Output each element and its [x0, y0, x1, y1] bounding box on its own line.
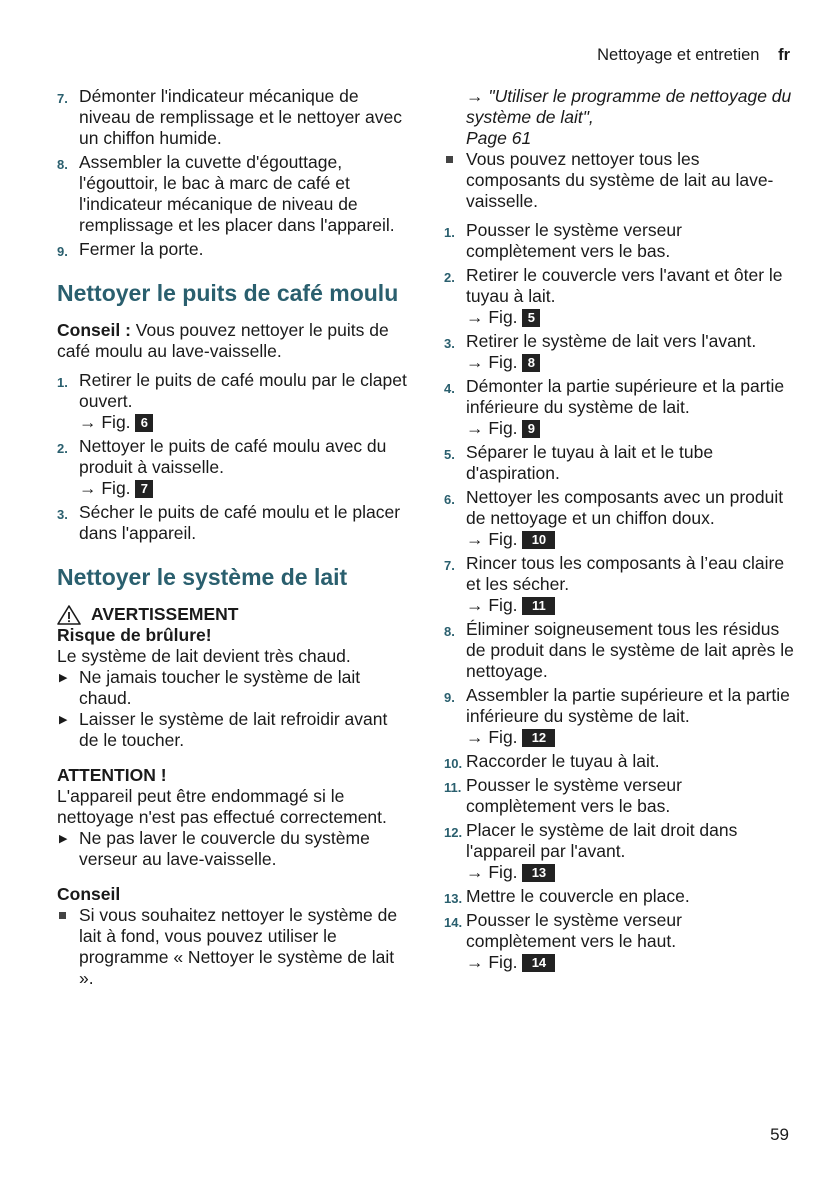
- heading-lait: Nettoyer le système de lait: [57, 564, 348, 590]
- step-number: 10.: [444, 756, 463, 771]
- item-text: Ne jamais toucher le système de lait chaud.: [79, 667, 361, 708]
- step-number: 8.: [444, 624, 455, 639]
- item-text: Laisser le système de lait refroidir avant de le toucher.: [79, 709, 388, 750]
- step-text: Sécher le puits de café moulu et le placer dans l'appareil.: [79, 502, 401, 543]
- conseil-text: Vous pouvez nettoyer le puits de café moulu au lave-vaisselle.: [57, 320, 389, 361]
- list-item: [57, 905, 407, 989]
- figure-reference: [79, 412, 407, 433]
- ref-label: → Fig.: [79, 412, 131, 432]
- item-text: Vous pouvez nettoyer tous les composants du système de lait au lave-vaisselle.: [466, 149, 774, 211]
- attention-text: L'appareil peut être endommagé si le nettoyage n'est pas effectué correctement.: [57, 786, 387, 827]
- warning-text: Le système de lait devient très chaud.: [57, 646, 351, 666]
- list-item: [444, 775, 794, 817]
- figure-badge: 8: [522, 354, 540, 372]
- list-item: [444, 149, 794, 212]
- attention-list: [57, 828, 407, 870]
- steps-puits-list: [57, 370, 407, 544]
- step-number: 4.: [444, 381, 455, 396]
- page-header: [597, 46, 790, 65]
- list-item: [444, 220, 794, 262]
- step-text: Assembler la cuvette d'égouttage, l'égouttoir, le bac à marc de café et l'indicateur mécanique de niveau de remplissage et les placer dans l'appareil.: [79, 152, 395, 235]
- step-text: Pousser le système verseur complètement vers le bas.: [466, 220, 682, 261]
- warning-list: [57, 667, 407, 751]
- list-item: [444, 820, 794, 883]
- conseil2-list: [57, 905, 407, 989]
- list-item: [444, 331, 794, 373]
- warning-title: [57, 604, 407, 625]
- ref-label: → Fig.: [466, 352, 518, 372]
- step-number: 6.: [444, 492, 455, 507]
- triangle-bullet-icon: ▶: [59, 833, 68, 845]
- list-item: [57, 436, 407, 499]
- list-item: [444, 910, 794, 973]
- step-number: 2.: [444, 270, 455, 285]
- step-number: 9.: [444, 690, 455, 705]
- step-text: Raccorder le tuyau à lait.: [466, 751, 660, 771]
- figure-reference: [466, 727, 794, 748]
- right-column: [444, 86, 794, 976]
- list-item: [444, 442, 794, 484]
- warning-risk: Risque de brûlure!: [57, 625, 212, 645]
- warning-icon: [57, 605, 81, 625]
- item-text: Si vous souhaitez nettoyer le système de lait à fond, vous pouvez utiliser le programme « Nettoyer le système de lait ».: [79, 905, 398, 988]
- conseil2-title: Conseil: [57, 884, 121, 904]
- list-item: [444, 376, 794, 439]
- list-item: [444, 886, 794, 907]
- figure-reference: [466, 862, 794, 883]
- continued-page: Page 61: [466, 128, 532, 148]
- square-bullet-icon: [59, 912, 66, 919]
- step-text: Placer le système de lait droit dans l'appareil par l'avant.: [466, 820, 738, 861]
- step-text: Retirer le puits de café moulu par le clapet ouvert.: [79, 370, 407, 411]
- step-number: 13.: [444, 891, 463, 906]
- page-number: 59: [770, 1125, 789, 1144]
- ref-label: → Fig.: [466, 595, 518, 615]
- warning-label: AVERTISSEMENT: [91, 604, 239, 624]
- step-number: 5.: [444, 447, 455, 462]
- ref-label: → Fig.: [466, 727, 518, 747]
- step-text: Mettre le couvercle en place.: [466, 886, 690, 906]
- ref-label: → Fig.: [466, 418, 518, 438]
- figure-badge: 14: [522, 954, 555, 972]
- figure-badge: 10: [522, 531, 555, 549]
- figure-reference: [466, 307, 794, 328]
- step-text: Démonter l'indicateur mécanique de niveau de remplissage et le nettoyer avec un chiffon humide.: [79, 86, 402, 148]
- figure-reference: [79, 478, 407, 499]
- list-item: [444, 487, 794, 550]
- continued-reference: → "Utiliser le programme de nettoyage du système de lait",: [466, 86, 792, 127]
- step-text: Démonter la partie supérieure et la partie inférieure du système de lait.: [466, 376, 785, 417]
- conseil-paragraph: [57, 320, 407, 362]
- step-number: 1.: [57, 375, 68, 390]
- step-number: 2.: [57, 441, 68, 456]
- step-text: Fermer la porte.: [79, 239, 204, 259]
- step-text: Éliminer soigneusement tous les résidus de produit dans le système de lait après le nettoyage.: [466, 619, 794, 681]
- ref-label: → Fig.: [466, 529, 518, 549]
- ref-label: → Fig.: [466, 952, 518, 972]
- list-item: [57, 828, 407, 870]
- steps-top-list: [57, 86, 407, 260]
- list-item: [57, 709, 407, 751]
- step-number: 1.: [444, 225, 455, 240]
- section-title: Nettoyage et entretien: [597, 46, 760, 64]
- list-item: [57, 239, 407, 260]
- step-number: 7.: [444, 558, 455, 573]
- list-item: [57, 370, 407, 433]
- triangle-bullet-icon: ▶: [59, 714, 68, 726]
- continued-list: [444, 149, 794, 212]
- list-item: [444, 553, 794, 616]
- figure-badge: 12: [522, 729, 555, 747]
- left-column: [57, 86, 407, 989]
- heading-puits: Nettoyer le puits de café moulu: [57, 280, 399, 306]
- ref-label: → Fig.: [466, 307, 518, 327]
- figure-reference: [466, 529, 794, 550]
- item-text: Ne pas laver le couvercle du système verseur au lave-vaisselle.: [79, 828, 370, 869]
- step-number: 8.: [57, 157, 68, 172]
- ref-label: → Fig.: [466, 862, 518, 882]
- language-code: fr: [778, 46, 790, 64]
- figure-badge: 5: [522, 309, 540, 327]
- step-number: 14.: [444, 915, 463, 930]
- figure-reference: [466, 952, 794, 973]
- square-bullet-icon: [446, 156, 453, 163]
- step-text: Pousser le système verseur complètement vers le bas.: [466, 775, 682, 816]
- steps-lait-list: [444, 220, 794, 973]
- figure-badge: 9: [522, 420, 540, 438]
- step-text: Assembler la partie supérieure et la partie inférieure du système de lait.: [466, 685, 790, 726]
- figure-badge: 13: [522, 864, 555, 882]
- figure-reference: [466, 418, 794, 439]
- figure-badge: 7: [135, 480, 153, 498]
- step-text: Séparer le tuyau à lait et le tube d'aspiration.: [466, 442, 714, 483]
- step-text: Nettoyer le puits de café moulu avec du produit à vaisselle.: [79, 436, 387, 477]
- step-number: 11.: [444, 780, 462, 795]
- figure-reference: [466, 595, 794, 616]
- step-text: Retirer le système de lait vers l'avant.: [466, 331, 757, 351]
- step-number: 9.: [57, 244, 68, 259]
- list-item: [444, 751, 794, 772]
- step-text: Pousser le système verseur complètement vers le haut.: [466, 910, 682, 951]
- step-number: 7.: [57, 91, 68, 106]
- step-text: Rincer tous les composants à l’eau claire et les sécher.: [466, 553, 785, 594]
- step-number: 12.: [444, 825, 463, 840]
- step-number: 3.: [57, 507, 68, 522]
- list-item: [57, 502, 407, 544]
- figure-reference: [466, 352, 794, 373]
- figure-badge: 6: [135, 414, 153, 432]
- list-item: [57, 667, 407, 709]
- conseil-label: Conseil :: [57, 320, 131, 340]
- step-text: Nettoyer les composants avec un produit de nettoyage et un chiffon doux.: [466, 487, 784, 528]
- list-item: [444, 685, 794, 748]
- step-number: 3.: [444, 336, 455, 351]
- list-item: [444, 265, 794, 328]
- attention-title: ATTENTION !: [57, 765, 167, 785]
- list-item: [57, 86, 407, 149]
- step-text: Retirer le couvercle vers l'avant et ôter le tuyau à lait.: [466, 265, 783, 306]
- list-item: [444, 619, 794, 682]
- figure-badge: 11: [522, 597, 555, 615]
- triangle-bullet-icon: ▶: [59, 672, 68, 684]
- list-item: [57, 152, 407, 236]
- ref-label: → Fig.: [79, 478, 131, 498]
